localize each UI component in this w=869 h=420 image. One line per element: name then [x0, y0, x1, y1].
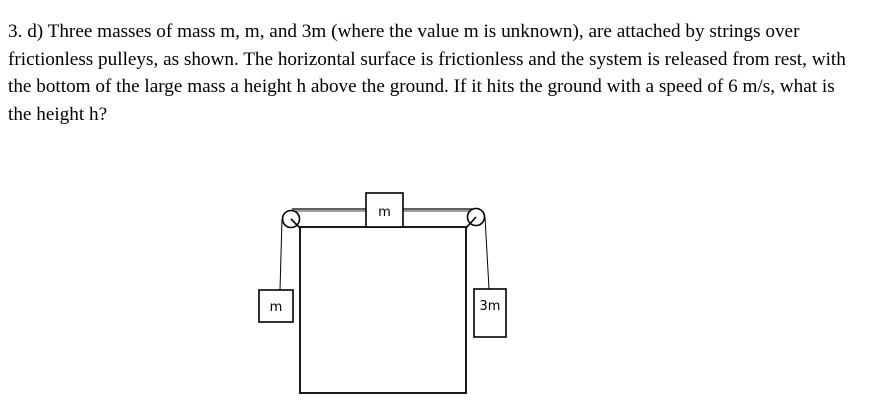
large-block [300, 227, 466, 393]
top-mass-label: m [378, 205, 391, 220]
problem-text: 3. d) Three masses of mass m, m, and 3m (where the value m is unknown), are attached by strings over frictionless pulleys, as shown. The horizontal surface is frictionless and the system is released from rest, with the bottom of the large mass a height h above the ground. If it hits the ground with a speed of 6 m/s, what is the height h? [8, 21, 846, 125]
left-hanging-string [280, 219, 282, 290]
right-mass-label: 3m [479, 299, 501, 314]
right-hanging-string [485, 217, 489, 289]
left-mass-label: m [269, 300, 283, 315]
